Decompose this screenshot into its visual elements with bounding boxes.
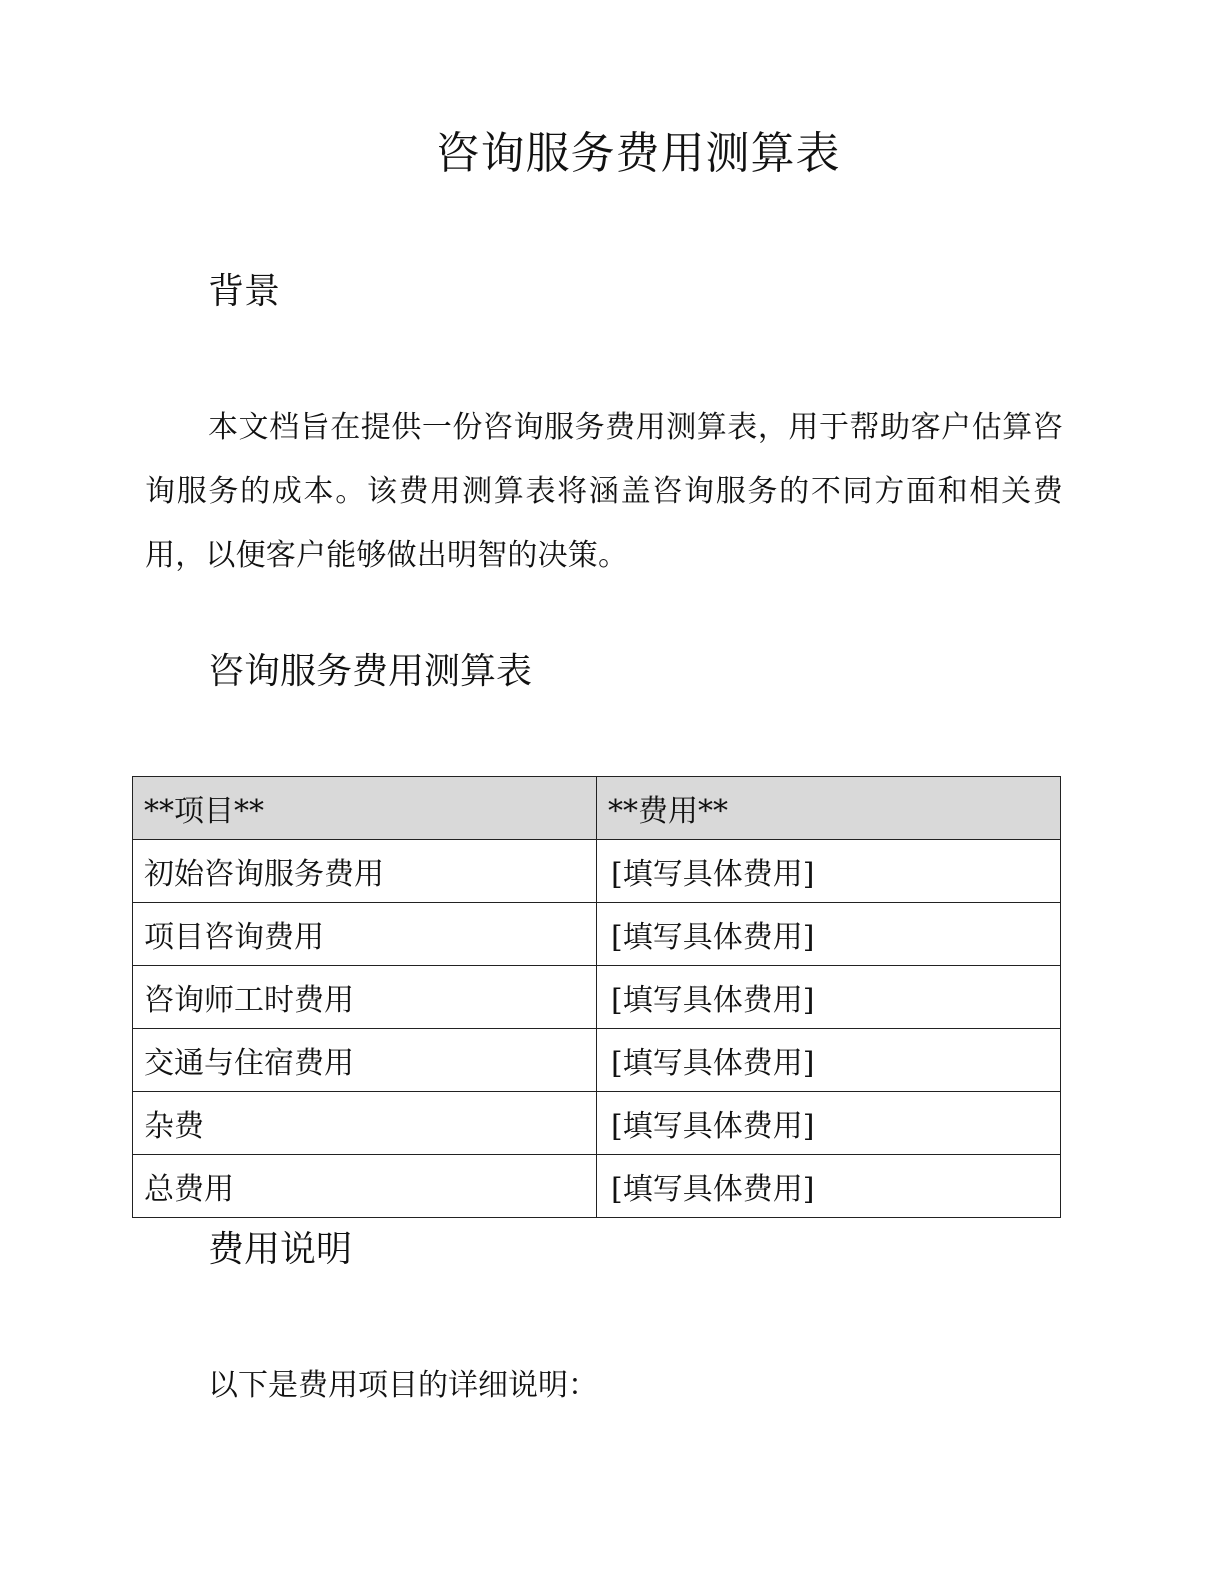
fee-cell: [填写具体费用] <box>597 1092 1061 1155</box>
item-cell: 咨询师工时费用 <box>133 966 597 1029</box>
document-title: 咨询服务费用测算表 <box>435 128 841 179</box>
item-cell: 项目咨询费用 <box>133 903 597 966</box>
background-heading: 背景 <box>208 271 281 312</box>
item-cell: 初始咨询服务费用 <box>133 840 597 903</box>
table-row <box>133 1029 1061 1092</box>
table-row <box>133 903 1061 966</box>
fee-table <box>132 776 1061 1218</box>
item-cell: 交通与住宿费用 <box>133 1029 597 1092</box>
fee-cell: [填写具体费用] <box>597 903 1061 966</box>
item-cell: 总费用 <box>133 1155 597 1218</box>
table-row <box>133 1092 1061 1155</box>
fee-notes-heading: 费用说明 <box>208 1229 353 1270</box>
table-row <box>133 1155 1061 1218</box>
background-paragraph: 本文档旨在提供一份咨询服务费用测算表，用于帮助客户估算咨询服务的成本。该费用测算表将涵盖咨询服务的不同方面和相关费用，以便客户能够做出明智的决策。 <box>145 410 1063 573</box>
column-header-item: **项目** <box>133 777 597 840</box>
fee-cell: [填写具体费用] <box>597 966 1061 1029</box>
fee-notes-intro: 以下是费用项目的详细说明： <box>208 1368 598 1403</box>
table-row <box>133 840 1061 903</box>
fee-table-heading: 咨询服务费用测算表 <box>208 651 533 692</box>
table-row <box>133 966 1061 1029</box>
item-cell: 杂费 <box>133 1092 597 1155</box>
table-header-row <box>133 777 1061 840</box>
fee-cell: [填写具体费用] <box>597 840 1061 903</box>
column-header-fee: **费用** <box>597 777 1061 840</box>
fee-cell: [填写具体费用] <box>597 1029 1061 1092</box>
fee-cell: [填写具体费用] <box>597 1155 1061 1218</box>
